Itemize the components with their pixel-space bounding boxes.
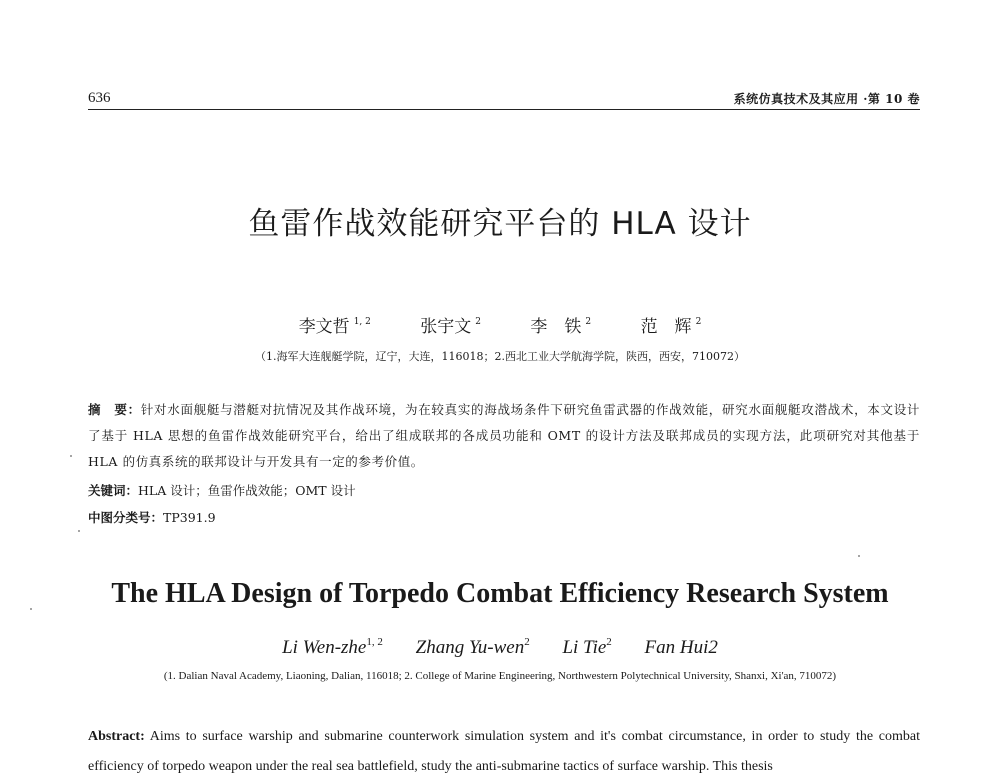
abstract-cn (88, 397, 920, 475)
classification-cn-label: 中图分类号： (88, 510, 164, 525)
author-cn: 李 铁 $^2$ (530, 317, 592, 337)
affiliation-cn: （1.海军大连舰艇学院，辽宁，大连，116018；2.西北工业大学航海学院，陕西，西安，710072） (255, 350, 745, 363)
keywords-cn (88, 480, 920, 502)
author-cn: 李文哲 $^{1, 2}$ (298, 317, 371, 337)
author-en: Li Tie$^2$ (562, 636, 612, 658)
author-list-cn (0, 312, 1000, 337)
keywords-cn-text: HLA 设计；鱼雷作战效能；OMT 设计 (138, 483, 356, 498)
running-head: 系统仿真技术及其应用 ·第 10 卷 (733, 92, 920, 106)
abstract-cn-text: 针对水面舰艇与潜艇对抗情况及其作战环境，为在较真实的海战场条件下研究鱼雷武器的作战效能，研究水面舰艇攻潜战术，本文设计了基于 HLA 思想的鱼雷作战效能研究平台，给出了组成联邦的各成员功能和 OMT 的设计方法及联邦成员的实现方法，此项研究对其他基于 HLA 的仿真系统的联邦设计与开发具有一定的参考价值。 (88, 402, 921, 469)
abstract-en (88, 722, 920, 782)
author-cn: 张宇文 $^2$ (420, 317, 482, 337)
scan-speck (858, 555, 860, 557)
scan-speck (70, 455, 72, 457)
author-en: Li Wen-zhe$^{1, 2}$ (282, 636, 383, 658)
abstract-en-label: Abstract: (88, 729, 145, 744)
paper-title-cn: 鱼雷作战效能研究平台的 HLA 设计 (248, 206, 752, 242)
affiliation-en: (1. Dalian Naval Academy, Liaoning, Dalian, 116018; 2. College of Marine Engineering, Northwestern Polytechnical University, Shanxi, Xi'an, 710072) (163, 670, 837, 682)
author-en: Fan Hui2 (644, 637, 718, 658)
author-cn: 范 辉 $^2$ (640, 317, 702, 337)
page-header (88, 88, 920, 110)
page-number: 636 (88, 90, 111, 106)
classification-cn-text: TP391.9 (163, 510, 216, 525)
scan-speck (78, 530, 80, 532)
paper-title-en: The HLA Design of Torpedo Combat Efficiency Research System (111, 578, 889, 609)
classification-cn (88, 507, 920, 529)
author-en: Zhang Yu-wen$^2$ (415, 636, 530, 658)
author-list-en (0, 636, 1000, 659)
scan-speck (30, 608, 32, 610)
abstract-en-text: Aims to surface warship and submarine counterwork simulation system and it's combat circumstance, in order to study the combat efficiency of torpedo weapon under the real sea battlefield, study the anti-submarine tactics of surface warship. This thesis (88, 729, 921, 774)
abstract-cn-label: 摘 要： (88, 402, 141, 417)
keywords-cn-label: 关键词： (88, 483, 139, 498)
